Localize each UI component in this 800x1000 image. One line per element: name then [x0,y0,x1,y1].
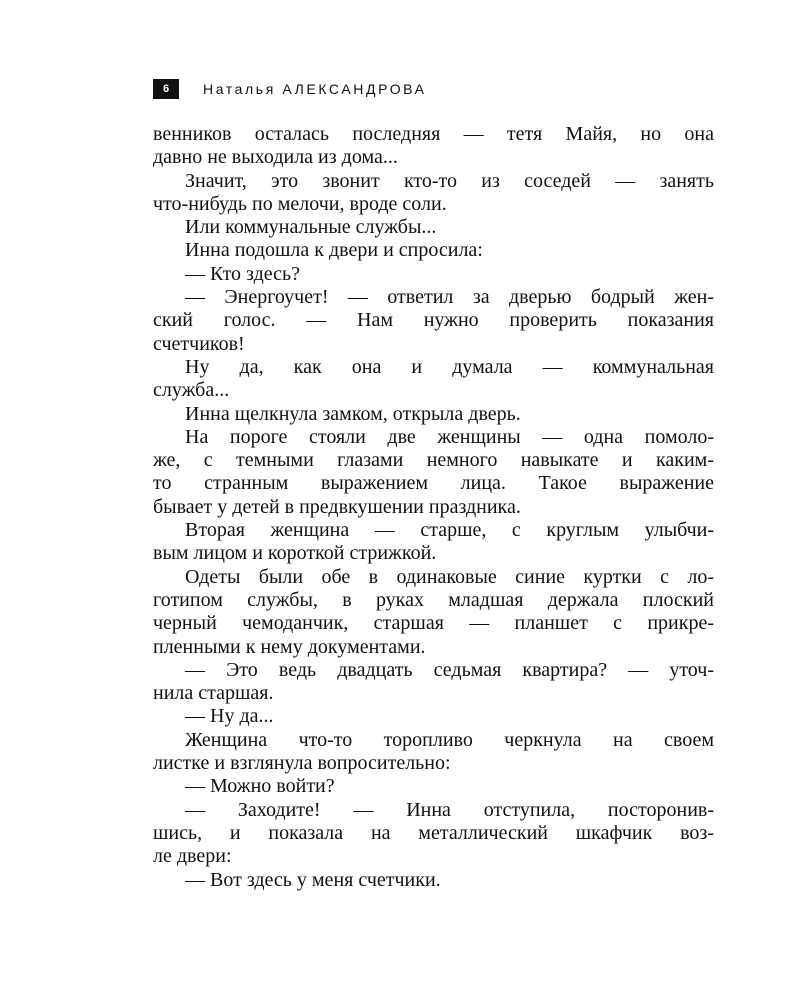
text-line: листке и взглянула вопросительно: [153,752,451,775]
text-line: ский голос. — Нам нужно проверить показания [153,309,714,332]
text-line: нила старшая. [153,682,274,705]
text-line: готипом службы, в руках младшая держала плоский [153,588,714,611]
text-line: — Ну да... [185,705,274,728]
text-line: — Вот здесь у меня счетчики. [185,868,441,891]
text-line: шись, и показала на металлический шкафчик воз- [153,821,714,844]
text-line: Вторая женщина — старше, с круглым улыбчи- [185,519,714,542]
text-line: же, с темными глазами немного навыкате и каким- [153,449,714,472]
text-line: служба... [153,379,230,402]
page-number: 6 [153,79,179,99]
text-line: — Энергоучет! — ответил за дверью бодрый жен- [185,286,714,309]
text-line: Значит, это звонит кто-то из соседей — занять [185,169,714,192]
text-line: давно не выходила из дома... [153,146,398,169]
text-line: что-нибудь по мелочи, вроде соли. [153,192,447,215]
running-header [153,78,427,100]
text-line: пленными к нему документами. [153,635,426,658]
text-line: Одеты были обе в одинаковые синие куртки с ло- [185,565,714,588]
text-line: — Заходите! — Инна отступила, посторонив- [185,798,714,821]
author-name: Наталья АЛЕКСАНДРОВА [203,81,427,97]
text-line: то странным выражением лица. Такое выражение [153,472,714,495]
text-line: венников осталась последняя — тетя Майя, но она [153,123,714,145]
body-text [153,123,714,892]
text-line: — Это ведь двадцать седьмая квартира? — уточ- [185,658,714,681]
text-line: вым лицом и короткой стрижкой. [153,542,437,565]
text-line: счетчиков! [153,332,245,355]
text-line: черный чемоданчик, старшая — планшет с прикре- [153,612,714,635]
text-line: ле двери: [153,845,232,868]
text-line: бывает у детей в предвкушении праздника. [153,495,521,518]
text-line: Инна щелкнула замком, открыла дверь. [185,402,521,425]
text-line: На пороге стояли две женщины — одна помоло- [185,425,714,448]
text-line: Ну да, как она и думала — коммунальная [185,355,714,378]
text-line: Или коммунальные службы... [185,216,437,239]
text-line: Женщина что-то торопливо черкнула на своем [185,728,714,751]
text-line: — Можно войти? [185,775,335,798]
text-line: — Кто здесь? [185,262,301,285]
text-line: Инна подошла к двери и спросила: [185,239,483,262]
